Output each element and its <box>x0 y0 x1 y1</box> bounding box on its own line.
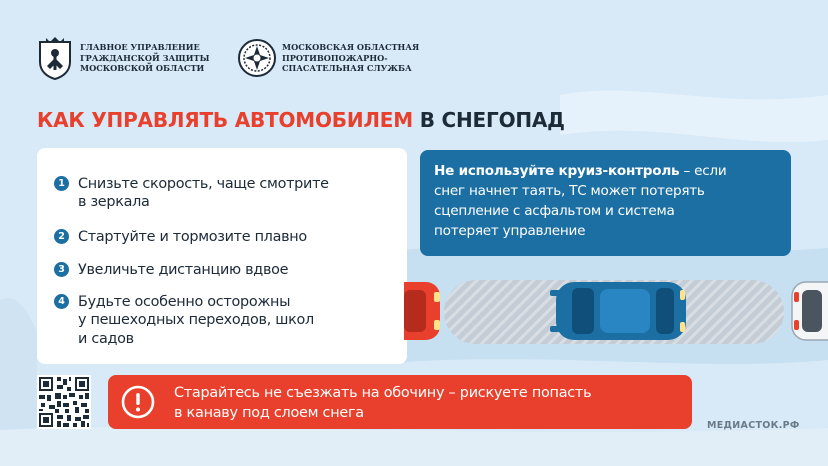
qr-code-icon[interactable] <box>37 375 91 429</box>
info-bold: Не используйте круиз-контроль <box>434 163 680 179</box>
step-number-badge: 3 <box>54 262 69 277</box>
step-item <box>54 261 288 279</box>
title-rest: В СНЕГОПАД <box>419 108 565 132</box>
step-number-badge: 2 <box>54 229 69 244</box>
cruise-control-info-box <box>420 150 791 256</box>
org-gu-gz-mo <box>36 36 209 80</box>
step-3-line-1: Увеличьте дистанцию вдвое <box>78 262 289 278</box>
warning-line-1: Старайтесь не съезжать на обочину – рискуете попасть <box>174 385 592 401</box>
info-line-3: сцепление с асфальтом и система <box>434 203 675 219</box>
warning-line-2: в канаву под слоем снега <box>174 405 364 421</box>
step-2-line-1: Стартуйте и тормозите плавно <box>78 229 307 245</box>
org1-line-2: ГРАЖДАНСКОЙ ЗАЩИТЫ <box>80 52 210 63</box>
title-highlight: КАК УПРАВЛЯТЬ АВТОМОБИЛЕМ <box>37 108 413 132</box>
step-item <box>54 293 314 348</box>
step-4-line-3: и садов <box>78 330 134 347</box>
org1-line-3: МОСКОВСКОЙ ОБЛАСТИ <box>80 63 205 74</box>
step-1-line-1: Снизьте скорость, чаще смотрите <box>78 176 329 192</box>
red-car-icon <box>404 282 440 340</box>
info-line-4: потеряет управление <box>434 223 586 239</box>
step-number-badge: 4 <box>54 294 69 309</box>
org1-line-1: ГЛАВНОЕ УПРАВЛЕНИЕ <box>80 42 200 53</box>
white-car-icon <box>792 282 828 340</box>
roadside-warning-bar <box>108 375 692 429</box>
moscow-oblast-coat-of-arms-icon <box>36 36 74 80</box>
step-4-line-2: у пешеходных переходов, школ <box>78 312 314 329</box>
org-mo-pss <box>238 36 419 80</box>
org2-line-2: ПРОТИВОПОЖАРНО- <box>282 52 388 63</box>
org2-line-1: МОСКОВСКАЯ ОБЛАСТНАЯ <box>282 42 420 53</box>
site-label[interactable]: МЕДИАСТОК.РФ <box>707 420 800 431</box>
steps-card <box>37 148 407 364</box>
step-number-badge: 1 <box>54 176 69 191</box>
blue-car-icon <box>550 282 686 340</box>
step-1-line-2: в зеркала <box>78 194 150 211</box>
page-title <box>37 108 565 132</box>
info-line-2: снег начнет таять, ТС может потерять <box>434 183 705 199</box>
org2-line-3: СПАСАТЕЛЬНАЯ СЛУЖБА <box>282 63 412 74</box>
road-cars-illustration <box>404 272 828 352</box>
step-item <box>54 175 329 212</box>
info-line-1-rest: – если <box>679 163 727 179</box>
step-4-line-1: Будьте особенно осторожны <box>78 294 291 310</box>
exclamation-circle-icon <box>121 385 155 419</box>
step-item <box>54 228 307 246</box>
info-line-1 <box>434 161 777 181</box>
fire-rescue-service-emblem-icon <box>238 36 276 80</box>
